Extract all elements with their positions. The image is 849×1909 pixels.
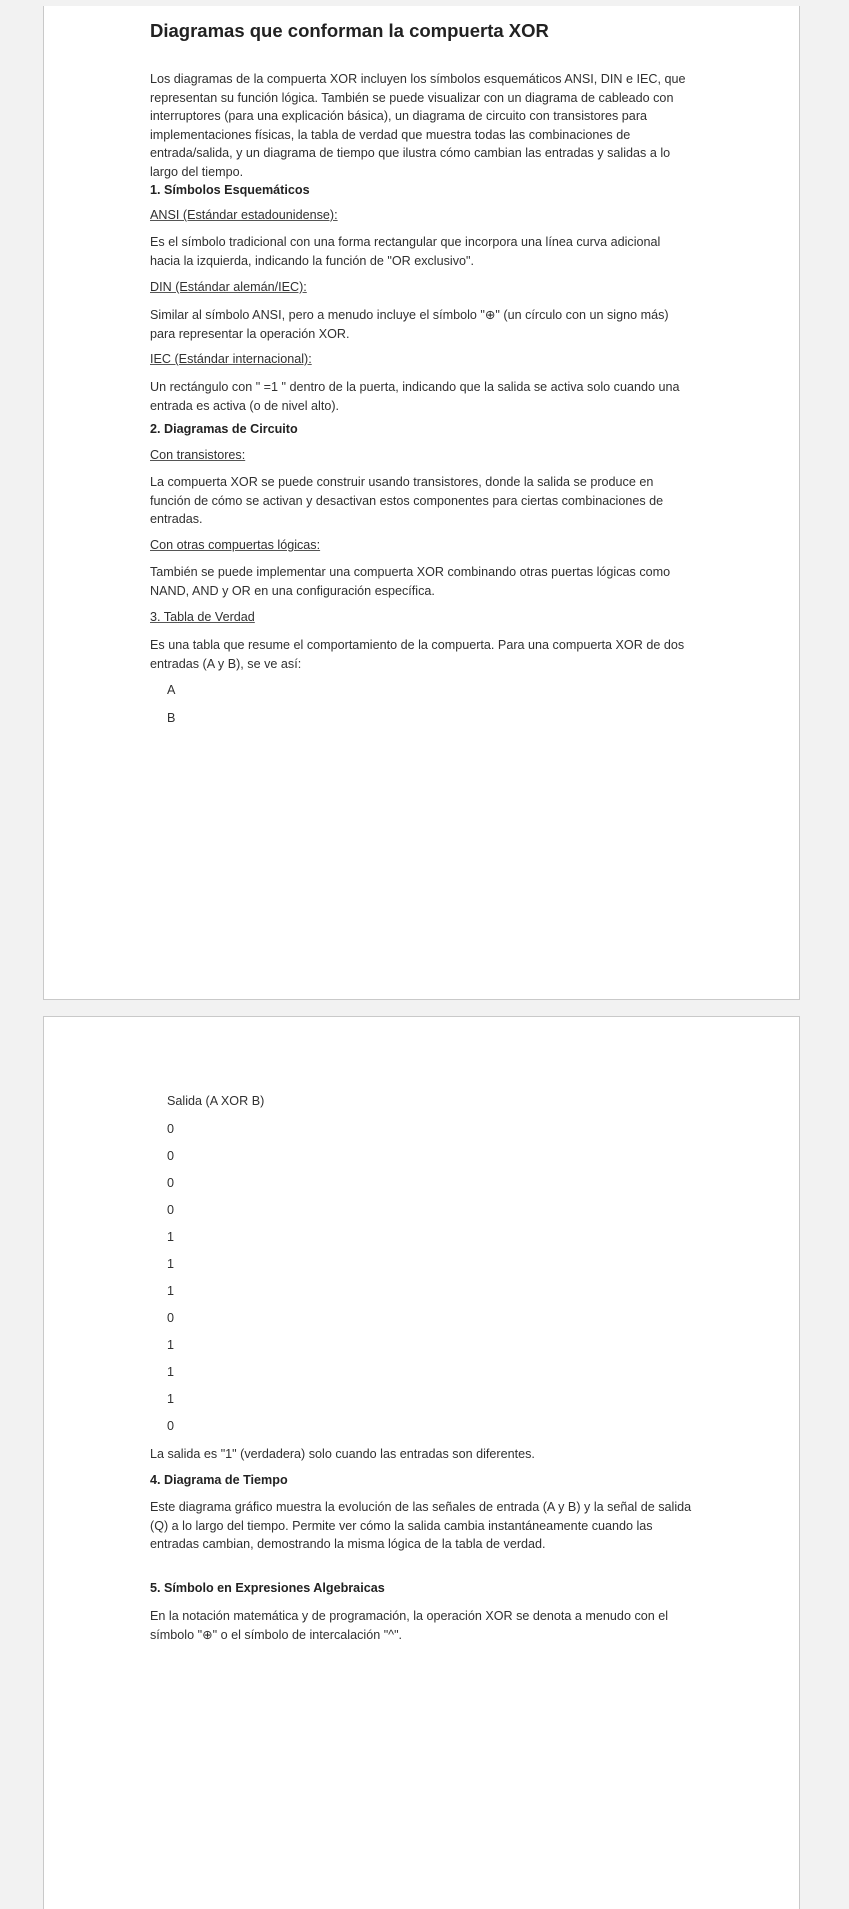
document-title: Diagramas que conforman la compuerta XOR: [150, 20, 549, 41]
truth-table-value: 1: [167, 1284, 175, 1298]
truth-table-value: 1: [167, 1365, 175, 1379]
truth-table-value: 0: [167, 1122, 175, 1136]
page-1-content: [150, 6, 693, 1000]
truth-table-paragraph: Es una tabla que resume el comportamiento de la compuerta. Para una compuerta XOR de dos entradas (A y B), se ve así:: [150, 638, 685, 671]
section-3-heading: 3. Tabla de Verdad: [150, 610, 255, 624]
section-1-heading: 1. Símbolos Esquemáticos: [150, 183, 310, 197]
timing-diagram-paragraph: Este diagrama gráfico muestra la evolución de las señales de entrada (A y B) y la señal de salida (Q) a lo largo del tiempo. Permite ver cómo la salida cambia instantáneamente cuando las entradas cambian, demostrando la misma lógica de la tabla de verdad.: [150, 1500, 692, 1551]
document-page-2: [43, 1016, 800, 1909]
intro-paragraph: Los diagramas de la compuerta XOR incluyen los símbolos esquemáticos ANSI, DIN e IEC, que representan su función lógica. También se puede visualizar con un diagrama de cableado con interruptores (para una explicación básica), un diagrama de circuito con transistores para implementaciones físicas, la tabla de verdad que muestra todas las combinaciones de entrada/salida, y un diagrama de tiempo que ilustra cómo cambian las entradas y salidas a lo largo del tiempo.: [150, 72, 686, 179]
truth-table-value: 1: [167, 1338, 175, 1352]
other-gates-paragraph: También se puede implementar una compuerta XOR combinando otras puertas lógicas como NAND, AND y OR en una configuración específica.: [150, 565, 671, 598]
page-2-content: [150, 1017, 693, 1909]
iec-subheading: IEC (Estándar internacional):: [150, 352, 312, 366]
ansi-subheading: ANSI (Estándar estadounidense):: [150, 208, 338, 222]
transistors-paragraph: La compuerta XOR se puede construir usando transistores, donde la salida se produce en función de cómo se activan y desactivan estos componentes para ciertas combinaciones de entradas.: [150, 475, 664, 526]
truth-table-header-a: A: [167, 683, 176, 697]
truth-table-value: 0: [167, 1176, 175, 1190]
iec-paragraph: Un rectángulo con " =1 " dentro de la puerta, indicando que la salida se activa solo cuando una entrada es activa (o de nivel alto).: [150, 380, 680, 413]
truth-table-value: 1: [167, 1392, 175, 1406]
din-paragraph: Similar al símbolo ANSI, pero a menudo incluye el símbolo "⊕" (un círculo con un signo más) para representar la operación XOR.: [150, 308, 669, 341]
truth-table-value: 1: [167, 1230, 175, 1244]
ansi-paragraph: Es el símbolo tradicional con una forma rectangular que incorpora una línea curva adicional hacia la izquierda, indicando la función de "OR exclusivo".: [150, 235, 661, 268]
truth-table-header-output: Salida (A XOR B): [167, 1094, 265, 1108]
truth-table-value: 0: [167, 1203, 175, 1217]
truth-table-value: 1: [167, 1257, 175, 1271]
truth-table-value: 0: [167, 1149, 175, 1163]
section-2-heading: 2. Diagramas de Circuito: [150, 422, 298, 436]
din-subheading: DIN (Estándar alemán/IEC):: [150, 280, 307, 294]
transistors-subheading: Con transistores:: [150, 448, 246, 462]
algebraic-symbol-paragraph: En la notación matemática y de programación, la operación XOR se denota a menudo con el símbolo "⊕" o el símbolo de intercalación "^".: [150, 1609, 669, 1642]
truth-table-value: 0: [167, 1419, 175, 1433]
section-4-heading: 4. Diagrama de Tiempo: [150, 1473, 288, 1487]
other-gates-subheading: Con otras compuertas lógicas:: [150, 538, 321, 552]
truth-table-note: La salida es "1" (verdadera) solo cuando las entradas son diferentes.: [150, 1447, 535, 1461]
section-5-heading: 5. Símbolo en Expresiones Algebraicas: [150, 1581, 385, 1595]
document-page-1: [43, 6, 800, 1000]
truth-table-value: 0: [167, 1311, 175, 1325]
truth-table-header-b: B: [167, 711, 176, 725]
